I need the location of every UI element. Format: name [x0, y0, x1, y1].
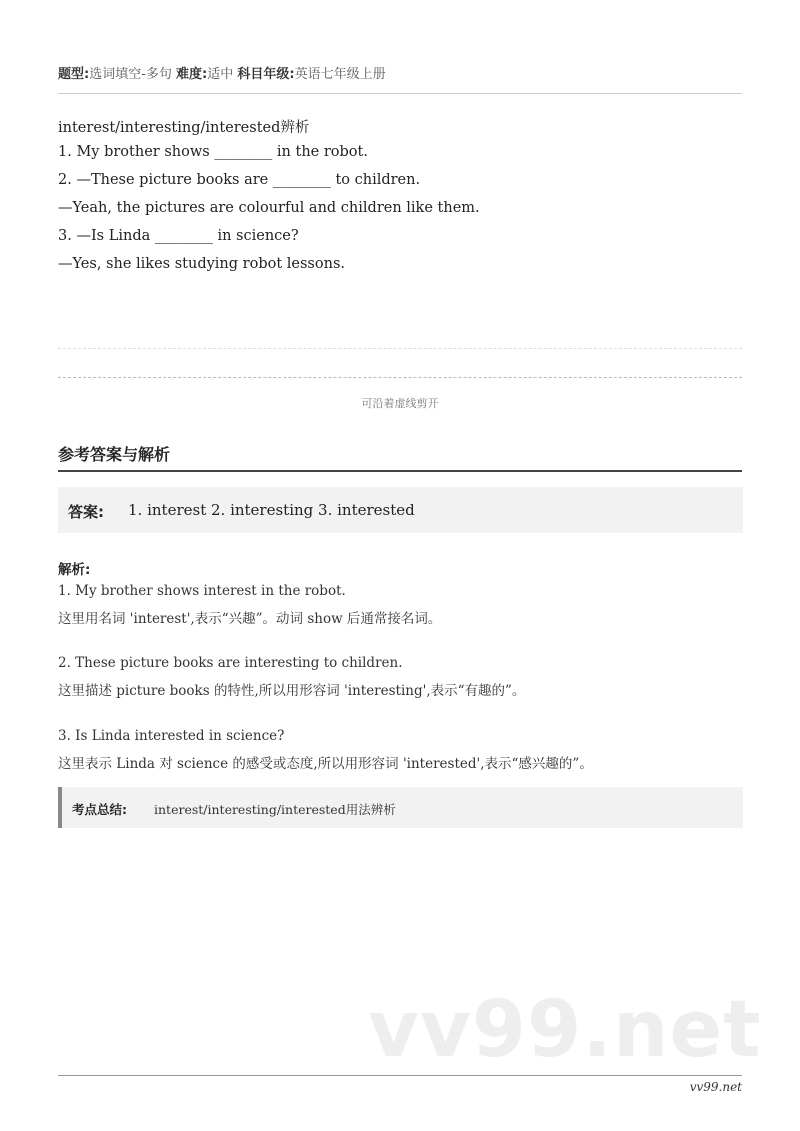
- summary-value: interest/interesting/interested用法辨析: [154, 802, 396, 817]
- difficulty-label: 难度:: [176, 67, 208, 82]
- explanation-line-1: 1. My brother shows interest in the robot.: [58, 583, 346, 599]
- cut-line-hint: 可沿着虚线剪开: [361, 397, 439, 410]
- summary-box: [58, 787, 743, 828]
- header-divider: [58, 93, 742, 94]
- question-line-3: —Yeah, the pictures are colourful and children like them.: [58, 200, 480, 216]
- answer-section-divider: [58, 470, 742, 472]
- explanation-line-2: 这里用名词 'interest',表示“兴趣”。动词 show 后通常接名词。: [58, 611, 442, 627]
- explanation-label: 解析:: [58, 562, 91, 578]
- type-label: 题型:: [58, 67, 90, 82]
- answer-label: 答案:: [68, 503, 104, 521]
- question-line-2: 2. —These picture books are ________ to children.: [58, 172, 421, 188]
- footer-site: vv99.net: [689, 1080, 742, 1094]
- difficulty-value: 适中: [207, 67, 234, 82]
- type-value: 选词填空-多句: [89, 67, 172, 82]
- explanation-line-6: 这里表示 Linda 对 science 的感受或态度,所以用形容词 'interested',表示“感兴趣的”。: [58, 756, 593, 772]
- grade-value: 英语七年级上册: [294, 67, 386, 82]
- explanation-line-5: 3. Is Linda interested in science?: [58, 728, 285, 744]
- cut-dashed-line-faint: [58, 348, 742, 349]
- watermark: vv99.net: [368, 985, 762, 1075]
- footer-divider: [58, 1075, 742, 1076]
- summary-label: 考点总结:: [72, 802, 127, 817]
- answer-box: [58, 487, 743, 533]
- grade-label: 科目年级:: [237, 67, 295, 82]
- question-line-1: 1. My brother shows ________ in the robot.: [58, 144, 368, 160]
- answer-section-title: 参考答案与解析: [58, 445, 171, 464]
- cut-dashed-line: [58, 377, 742, 378]
- explanation-line-3: 2. These picture books are interesting to children.: [58, 655, 403, 671]
- question-title: interest/interesting/interested辨析: [58, 120, 310, 136]
- explanation-line-4: 这里描述 picture books 的特性,所以用形容词 'interesting',表示“有趣的”。: [58, 683, 526, 699]
- question-line-5: —Yes, she likes studying robot lessons.: [58, 256, 345, 272]
- question-meta: [58, 63, 386, 82]
- question-line-4: 3. —Is Linda ________ in science?: [58, 228, 299, 244]
- answer-value: 1. interest 2. interesting 3. interested: [128, 501, 415, 519]
